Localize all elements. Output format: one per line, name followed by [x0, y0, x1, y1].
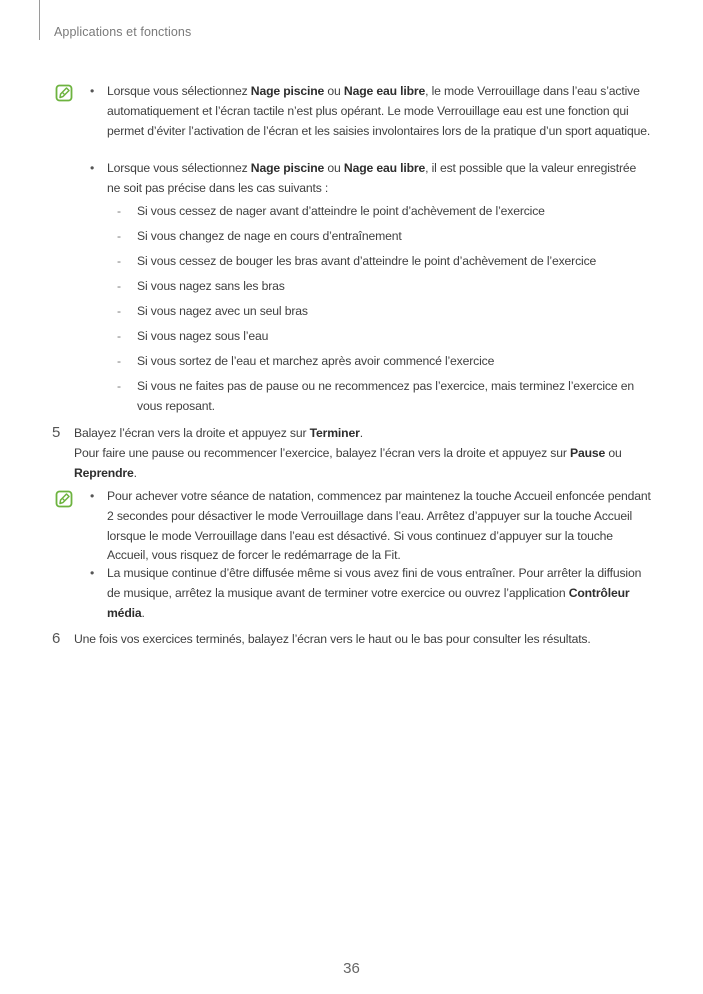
text-run: Pour faire une pause ou recommencer l’exercice, balayez l’écran vers la droite et appuyez sur: [74, 445, 571, 460]
note-bullet: • Pour achever votre séance de natation, commencez par maintenez la touche Accueil enfoncée pendant 2 secondes pour désactiver le mode Verrouillage dans l’eau. Arrêtez d’appuyer sur la touche Accueil lorsque le mode Verrouillage dans l’eau est désactivé. Si vous continuez d’appuyer sur la touche Accueil, vous risquez de forcer le redémarrage de la Fit.: [107, 487, 652, 566]
term-nage-piscine: Nage piscine: [250, 84, 325, 98]
case-item: - Si vous nagez sans les bras: [137, 277, 652, 297]
term-nage-eau-libre: Nage eau libre: [343, 84, 426, 98]
step-text: [74, 424, 654, 483]
step-number: 6: [52, 630, 61, 647]
step-line: [74, 444, 654, 484]
case-item: - Si vous sortez de l’eau et marchez après avoir commencé l’exercice: [137, 352, 652, 372]
header-divider: [39, 0, 40, 40]
case-item: - Si vous cessez de nager avant d’atteindre le point d’achèvement de l’exercice: [137, 202, 652, 222]
text-run: , il est possible que la valeur enregistrée ne soit pas précise dans les cas suivants :: [107, 161, 637, 195]
text-run: Balayez l’écran vers la droite et appuyez sur: [74, 426, 310, 440]
note-pencil-icon: [55, 84, 73, 102]
note-bullet: [107, 564, 652, 623]
note-bullet: [107, 159, 652, 199]
text-run: Lorsque vous sélectionnez: [107, 84, 251, 98]
text-run: , le mode Verrouillage dans l’eau s’active automatiquement et l’écran tactile n’est plus opérant. Le mode Verrouillage eau est une fonction qui permet d’éviter l’activation de l’écran et les saisies involontaires lors de la pratique d’un sport aquatique.: [107, 84, 651, 138]
text-run: Lorsque vous sélectionnez: [107, 161, 251, 175]
text-run: ou: [605, 445, 622, 460]
note-bullet: [107, 82, 652, 141]
text-run: ou: [324, 161, 344, 175]
text-run: ou: [324, 84, 344, 98]
step-number: 5: [52, 424, 61, 441]
case-item: - Si vous nagez avec un seul bras: [137, 302, 652, 322]
case-item: - Si vous nagez sous l’eau: [137, 327, 652, 347]
section-title: Applications et fonctions: [54, 25, 192, 39]
case-item: - Si vous cessez de bouger les bras avant d’atteindre le point d’achèvement de l’exercice: [137, 252, 652, 272]
term-nage-piscine: Nage piscine: [250, 161, 325, 175]
term-controleur-media: Contrôleur média: [107, 585, 630, 620]
note-pencil-icon: [55, 490, 73, 508]
text-run: La musique continue d’être diffusée même si vous avez fini de vous entraîner. Pour arrêter la diffusion de musique, arrêtez la musique avant de terminer votre exercice ou ouvrez l’application: [107, 566, 642, 600]
step-line: [74, 424, 654, 444]
case-item: - Si vous ne faites pas de pause ou ne recommencez pas l’exercice, mais terminez l’exercice en vous reposant.: [137, 377, 652, 417]
term-pause: Pause: [570, 445, 606, 460]
page-number: 36: [343, 960, 360, 977]
term-nage-eau-libre: Nage eau libre: [343, 161, 426, 175]
term-terminer: Terminer: [309, 426, 360, 440]
text-run: .: [133, 465, 137, 480]
text-run: .: [141, 605, 145, 620]
term-reprendre: Reprendre: [74, 465, 134, 480]
text-run: .: [359, 426, 363, 440]
step-text: Une fois vos exercices terminés, balayez l’écran vers le haut ou le bas pour consulter les résultats.: [74, 632, 591, 646]
case-item: - Si vous changez de nage en cours d’entraînement: [137, 227, 652, 247]
